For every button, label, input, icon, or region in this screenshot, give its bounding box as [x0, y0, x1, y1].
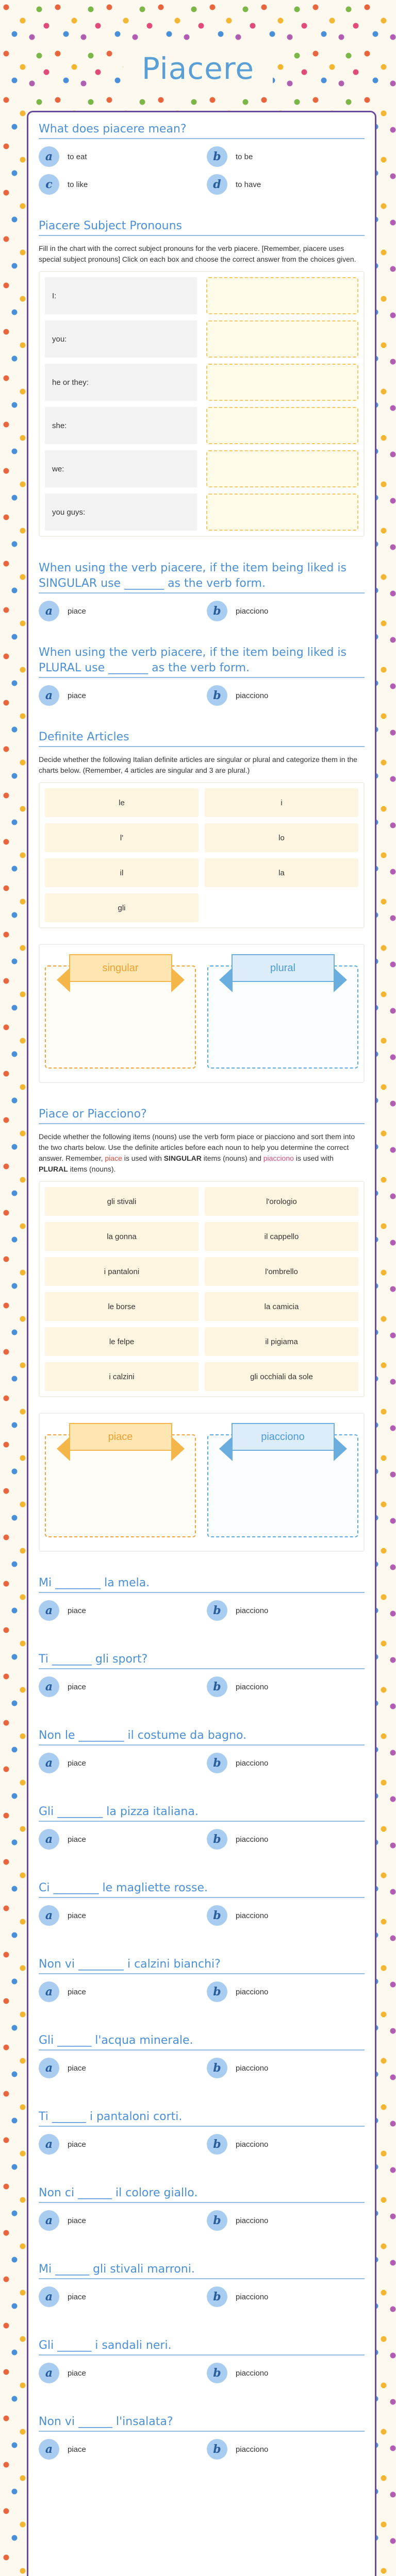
bin-piace[interactable]: [45, 1431, 196, 1537]
sentence-question: [39, 1957, 365, 2002]
pronoun-answer-box[interactable]: [206, 407, 358, 444]
choice-list: [39, 1981, 365, 2002]
choice-list: [39, 685, 365, 706]
bin-plural[interactable]: [207, 962, 358, 1069]
question-title: Gli ______ i sandali neri.: [39, 2338, 365, 2355]
pronoun-answer-box[interactable]: [206, 494, 358, 531]
question-title: Mi ______ gli stivali marroni.: [39, 2262, 365, 2279]
choice-letter: b: [207, 1905, 227, 1926]
choice-letter: a: [39, 601, 59, 621]
choice-list: [39, 2210, 365, 2231]
choice-label: piacciono: [236, 1911, 269, 1920]
choice-list: [39, 2058, 365, 2078]
draggable-item[interactable]: le: [45, 788, 199, 817]
draggable-item[interactable]: lo: [205, 823, 358, 852]
choice-a[interactable]: [39, 2439, 196, 2460]
choice-list: [39, 1600, 365, 1621]
question-definite-articles: [39, 730, 365, 1083]
choice-b[interactable]: [207, 1600, 365, 1621]
question-title: Non vi ________ i calzini bianchi?: [39, 1957, 365, 1974]
sentence-question: [39, 2262, 365, 2307]
choice-label: piace: [68, 1987, 86, 1996]
choice-letter: b: [207, 1829, 227, 1850]
bin-label: singular: [69, 954, 172, 982]
draggable-item[interactable]: la camicia: [205, 1292, 358, 1321]
question-piace-piacciono: [39, 1107, 365, 1552]
instructions-singular: SINGULAR: [163, 1154, 202, 1162]
question-title: When using the verb piacere, if the item being liked is SINGULAR use _______ as the verb form.: [39, 561, 365, 594]
choice-a[interactable]: [39, 1676, 196, 1697]
bin-label: piace: [69, 1423, 172, 1451]
sentence-question: [39, 1728, 365, 1773]
question-title: Ti _______ gli sport?: [39, 1652, 365, 1669]
choice-list: [39, 2363, 365, 2383]
pronoun-table: [39, 271, 365, 537]
choice-list: [39, 2134, 365, 2155]
choice-a[interactable]: [39, 2058, 196, 2078]
choice-list: [39, 1753, 365, 1773]
sentence-question: [39, 2185, 365, 2231]
instructions-piace: piace: [105, 1154, 122, 1162]
choice-label: piace: [68, 1835, 86, 1844]
choice-b[interactable]: [207, 2363, 365, 2383]
choice-a[interactable]: [39, 1981, 196, 2002]
choice-letter: b: [207, 2363, 227, 2383]
sentence-question: [39, 1880, 365, 1926]
sentence-questions: [39, 1575, 365, 2460]
choice-list: [39, 1676, 365, 1697]
choice-b[interactable]: [207, 601, 365, 621]
pronoun-row: [45, 450, 358, 487]
bin-label: plural: [232, 954, 335, 982]
choice-a[interactable]: [39, 1600, 196, 1621]
choice-letter: a: [39, 1676, 59, 1697]
bin-singular[interactable]: [45, 962, 196, 1069]
choice-letter: b: [207, 1981, 227, 2002]
choice-label: piacciono: [236, 1835, 269, 1844]
choice-list: [39, 2439, 365, 2460]
choice-letter: a: [39, 2439, 59, 2460]
choice-label: piace: [68, 691, 86, 700]
draggable-item[interactable]: il cappello: [205, 1222, 358, 1251]
choice-b[interactable]: [207, 1829, 365, 1850]
instructions-text: is used with: [122, 1154, 164, 1162]
choice-label: piace: [68, 1911, 86, 1920]
choice-label: piace: [68, 2140, 86, 2149]
pronoun-label: we:: [45, 450, 197, 487]
choice-label: piacciono: [236, 606, 269, 616]
choice-letter: b: [207, 1753, 227, 1773]
choice-letter: a: [39, 2210, 59, 2231]
choice-b[interactable]: [207, 2286, 365, 2307]
choice-label: piacciono: [236, 2063, 269, 2073]
draggable-item[interactable]: l'orologio: [205, 1187, 358, 1216]
pronoun-row: [45, 320, 358, 358]
draggable-item[interactable]: le felpe: [45, 1327, 199, 1356]
question-title: Piace or Piacciono?: [39, 1107, 365, 1124]
draggable-item[interactable]: gli occhiali da sole: [205, 1362, 358, 1391]
instructions-text: is used with: [293, 1154, 334, 1162]
question-singular-form: [39, 561, 365, 621]
draggable-item[interactable]: gli stivali: [45, 1187, 199, 1216]
choice-letter: a: [39, 1753, 59, 1773]
choice-label: to eat: [68, 152, 87, 161]
question-instructions: Fill in the chart with the correct subject pronouns for the verb piacere. [Remember, piacere uses special subject pronouns] Click on each box and choose the correct answer from the choices given.: [39, 244, 356, 263]
choice-letter: b: [207, 685, 227, 706]
question-title: Non vi ______ l'insalata?: [39, 2414, 365, 2432]
question-title: Ti ______ i pantaloni corti.: [39, 2109, 365, 2127]
question-title: Non ci ______ il colore giallo.: [39, 2185, 365, 2203]
choice-letter: a: [39, 1600, 59, 1621]
choice-b[interactable]: [207, 2210, 365, 2231]
choice-label: piacciono: [236, 2368, 269, 2378]
question-title: Gli ______ l'acqua minerale.: [39, 2033, 365, 2050]
choice-a[interactable]: [39, 2286, 196, 2307]
choice-label: piacciono: [236, 1987, 269, 1996]
choice-label: piace: [68, 606, 86, 616]
pronoun-row: [45, 494, 358, 531]
choice-list: [39, 1905, 365, 1926]
choice-a[interactable]: [39, 601, 196, 621]
choice-label: piacciono: [236, 1682, 269, 1691]
choice-letter: b: [207, 2439, 227, 2460]
choice-letter: a: [39, 2286, 59, 2307]
choice-b[interactable]: [207, 1905, 365, 1926]
choice-b[interactable]: [207, 146, 365, 167]
draggable-item[interactable]: i pantaloni: [45, 1257, 199, 1286]
choice-b[interactable]: [207, 1981, 365, 2002]
pronoun-answer-box[interactable]: [206, 277, 358, 314]
question-title: Mi ________ la mela.: [39, 1575, 365, 1593]
choice-label: to like: [68, 180, 88, 189]
pronoun-row: [45, 407, 358, 444]
question-title: What does piacere mean?: [39, 122, 365, 139]
choice-label: piacciono: [236, 1758, 269, 1768]
instructions-text: Decide whether the following items (nouns) use the verb form piace or piacciono and sort them into the two charts below. Use the definite articles before each noun to help you determine the correct answer. Remember,: [39, 1132, 355, 1162]
question-title: Ci ________ le magliette rosse.: [39, 1880, 365, 1898]
choice-b[interactable]: [207, 2439, 365, 2460]
choice-label: to be: [236, 152, 253, 161]
choice-a[interactable]: [39, 2210, 196, 2231]
draggable-item[interactable]: il: [45, 858, 199, 887]
choice-list: [39, 601, 365, 621]
choice-label: piacciono: [236, 1606, 269, 1615]
sentence-question: [39, 2033, 365, 2078]
choice-label: piace: [68, 2063, 86, 2073]
choice-letter: b: [207, 1600, 227, 1621]
instructions-plural: PLURAL: [39, 1165, 68, 1173]
choice-label: piacciono: [236, 2445, 269, 2454]
question-plural-form: [39, 645, 365, 706]
choice-label: piacciono: [236, 2140, 269, 2149]
choice-letter: a: [39, 685, 59, 706]
sentence-question: [39, 2414, 365, 2460]
instructions-text: items (nouns).: [68, 1165, 116, 1173]
pronoun-answer-box[interactable]: [206, 364, 358, 401]
pronoun-answer-box[interactable]: [206, 450, 358, 487]
instructions-piacciono: piacciono: [263, 1154, 294, 1162]
choice-letter: a: [39, 2134, 59, 2155]
choice-label: piacciono: [236, 691, 269, 700]
choice-b[interactable]: [207, 1676, 365, 1697]
choice-c[interactable]: [39, 174, 196, 195]
choice-a[interactable]: [39, 2363, 196, 2383]
choice-label: piacciono: [236, 2292, 269, 2301]
bin-piacciono[interactable]: [207, 1431, 358, 1537]
pronoun-label: you guys:: [45, 494, 197, 531]
choice-letter: a: [39, 146, 59, 167]
noun-items: [39, 1181, 365, 1397]
choice-label: piace: [68, 2445, 86, 2454]
pronoun-row: [45, 277, 358, 314]
draggable-item[interactable]: la: [205, 858, 358, 887]
choice-a[interactable]: [39, 685, 196, 706]
pronoun-label: she:: [45, 407, 197, 444]
question-title: Definite Articles: [39, 730, 365, 747]
page-title: Piacere: [123, 49, 273, 88]
choice-letter: b: [207, 2134, 227, 2155]
draggable-item[interactable]: i: [205, 788, 358, 817]
sentence-question: [39, 1575, 365, 1621]
question-title: When using the verb piacere, if the item being liked is PLURAL use _______ as the verb form.: [39, 645, 365, 678]
choice-letter: a: [39, 2363, 59, 2383]
pronoun-row: [45, 364, 358, 401]
worksheet: [27, 111, 376, 2576]
draggable-item[interactable]: la gonna: [45, 1222, 199, 1251]
category-bins: [39, 944, 365, 1083]
choice-label: piace: [68, 1606, 86, 1615]
question-instructions: Decide whether the following Italian definite articles are singular or plural and categorize them in the charts below. (Remember, 4 articles are singular and 3 are plural.): [39, 755, 357, 774]
choice-b[interactable]: [207, 2058, 365, 2078]
instructions-text: items (nouns) and: [201, 1154, 263, 1162]
bin-label: piacciono: [232, 1423, 335, 1451]
pronoun-label: you:: [45, 320, 197, 358]
choice-a[interactable]: [39, 1829, 196, 1850]
choice-label: piace: [68, 2368, 86, 2378]
draggable-item[interactable]: i calzini: [45, 1362, 199, 1391]
pronoun-answer-box[interactable]: [206, 320, 358, 358]
choice-label: piace: [68, 1682, 86, 1691]
question-title: Gli ________ la pizza italiana.: [39, 1804, 365, 1822]
choice-list: [39, 146, 365, 195]
choice-b[interactable]: [207, 1753, 365, 1773]
choice-a[interactable]: [39, 2134, 196, 2155]
draggable-item[interactable]: il pigiama: [205, 1327, 358, 1356]
draggable-item[interactable]: gli: [45, 893, 199, 922]
choice-letter: a: [39, 1981, 59, 2002]
pronoun-label: I:: [45, 277, 197, 314]
choice-letter: b: [207, 146, 227, 167]
choice-d[interactable]: [207, 174, 365, 195]
draggable-item[interactable]: l': [45, 823, 199, 852]
sentence-question: [39, 2109, 365, 2155]
sentence-question: [39, 1804, 365, 1850]
choice-letter: b: [207, 601, 227, 621]
sentence-question: [39, 1652, 365, 1697]
choice-b[interactable]: [207, 2134, 365, 2155]
choice-a[interactable]: [39, 146, 196, 167]
question-meaning: [39, 122, 365, 195]
pronoun-label: he or they:: [45, 364, 197, 401]
question-title: Piacere Subject Pronouns: [39, 218, 365, 236]
choice-a[interactable]: [39, 1753, 196, 1773]
choice-letter: b: [207, 2286, 227, 2307]
choice-list: [39, 1829, 365, 1850]
choice-a[interactable]: [39, 1905, 196, 1926]
choice-label: piace: [68, 2216, 86, 2225]
draggable-item[interactable]: l'ombrello: [205, 1257, 358, 1286]
choice-letter: a: [39, 1905, 59, 1926]
category-bins: [39, 1413, 365, 1552]
sentence-question: [39, 2338, 365, 2383]
title-area: [0, 0, 396, 103]
choice-letter: b: [207, 2058, 227, 2078]
draggable-item[interactable]: le borse: [45, 1292, 199, 1321]
choice-letter: c: [39, 174, 59, 195]
choice-letter: d: [207, 174, 227, 195]
choice-label: piace: [68, 2292, 86, 2301]
choice-b[interactable]: [207, 685, 365, 706]
question-title: Non le ________ il costume da bagno.: [39, 1728, 365, 1745]
choice-letter: a: [39, 2058, 59, 2078]
question-pronouns: [39, 218, 365, 537]
choice-label: to have: [236, 180, 261, 189]
choice-letter: b: [207, 2210, 227, 2231]
choice-letter: b: [207, 1676, 227, 1697]
choice-list: [39, 2286, 365, 2307]
choice-label: piacciono: [236, 2216, 269, 2225]
article-items: [39, 782, 365, 928]
question-instructions: [39, 1131, 365, 1175]
choice-label: piace: [68, 1758, 86, 1768]
choice-letter: a: [39, 1829, 59, 1850]
